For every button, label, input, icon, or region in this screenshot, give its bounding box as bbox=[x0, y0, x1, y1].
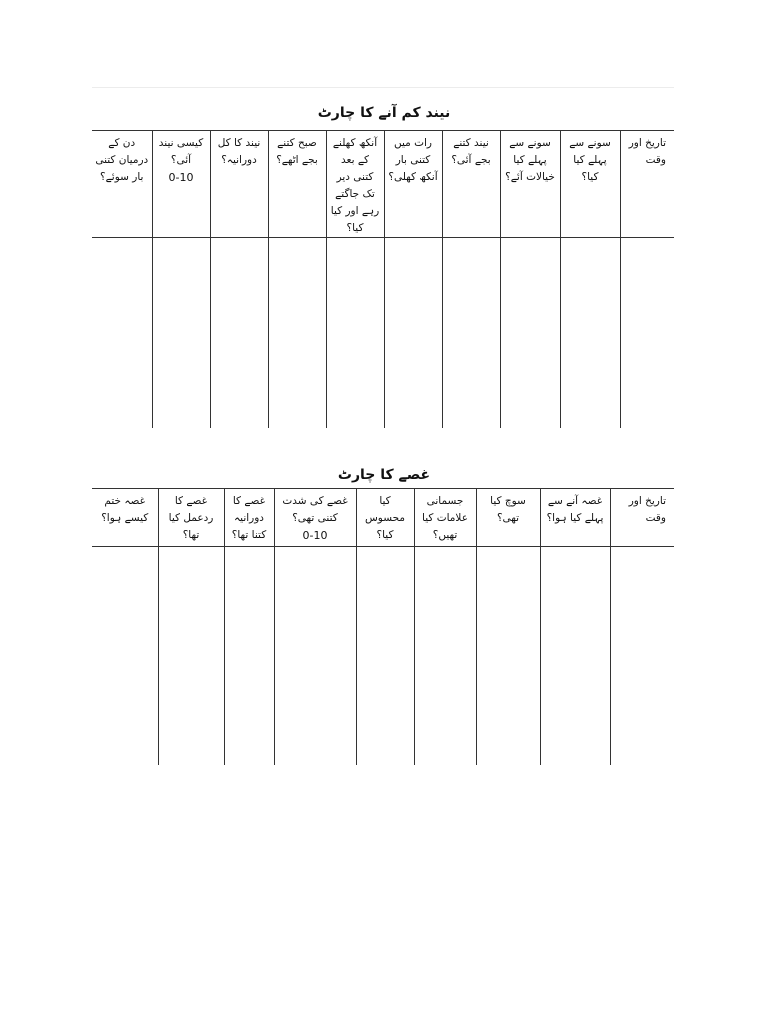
sleep-header-sleep-onset-time: نیند کتنے بجے آئی؟ bbox=[442, 131, 500, 238]
anger-header-trigger: غصہ آنے سے پہلے کیا ہوا؟ bbox=[540, 489, 610, 547]
anger-cell[interactable] bbox=[274, 547, 356, 766]
sleep-quality-scale: 0-10 bbox=[168, 171, 194, 184]
sleep-header-night-awakenings: رات میں کتنی بار آنکھ کھلی؟ bbox=[384, 131, 442, 238]
anger-cell[interactable] bbox=[540, 547, 610, 766]
sleep-header-date-time: تاریخ اور وقت bbox=[620, 131, 674, 238]
anger-cell[interactable] bbox=[356, 547, 414, 766]
sleep-header-sleep-quality: کیسی نیند آئی؟ 0-10 bbox=[152, 131, 210, 238]
anger-chart-title: غصے کا چارٹ bbox=[337, 467, 431, 483]
anger-intensity-scale: 0-10 bbox=[302, 529, 328, 542]
anger-cell[interactable] bbox=[414, 547, 476, 766]
sleep-cell[interactable] bbox=[268, 238, 326, 429]
sleep-cell[interactable] bbox=[384, 238, 442, 429]
anger-header-intensity: غصے کی شدت کتنی تھی؟ 0-10 bbox=[274, 489, 356, 547]
sleep-cell[interactable] bbox=[92, 238, 152, 429]
anger-header-date-time: تاریخ اور وقت bbox=[610, 489, 674, 547]
sleep-cell[interactable] bbox=[326, 238, 384, 429]
sleep-chart-table bbox=[92, 130, 674, 428]
sleep-header-awake-duration: آنکھ کھلنے کے بعد کتنی دیر تک جاگتے رہے اور کیا کیا؟ bbox=[326, 131, 384, 238]
sleep-cell[interactable] bbox=[210, 238, 268, 429]
anger-cell[interactable] bbox=[610, 547, 674, 766]
sleep-cell[interactable] bbox=[560, 238, 620, 429]
sleep-header-before-sleep-thoughts: سونے سے پہلے کیا خیالات آئے؟ bbox=[500, 131, 560, 238]
sleep-cell[interactable] bbox=[500, 238, 560, 429]
sleep-cell[interactable] bbox=[620, 238, 674, 429]
anger-chart-table bbox=[92, 488, 674, 765]
sleep-cell[interactable] bbox=[442, 238, 500, 429]
anger-header-duration: غصے کا دورانیہ کتنا تھا؟ bbox=[224, 489, 274, 547]
anger-cell[interactable] bbox=[92, 547, 158, 766]
sleep-cell[interactable] bbox=[152, 238, 210, 429]
anger-cell[interactable] bbox=[224, 547, 274, 766]
anger-header-physical-symptoms: جسمانی علامات کیا تھیں؟ bbox=[414, 489, 476, 547]
sleep-header-wake-time: صبح کتنے بجے اٹھے؟ bbox=[268, 131, 326, 238]
sleep-header-daytime-naps: دن کے درمیان کتنی بار سوئے؟ bbox=[92, 131, 152, 238]
anger-cell[interactable] bbox=[476, 547, 540, 766]
page-top-rule bbox=[92, 87, 674, 88]
sleep-header-total-duration: نیند کا کل دورانیہ؟ bbox=[210, 131, 268, 238]
anger-header-reaction: غصے کا ردعمل کیا تھا؟ bbox=[158, 489, 224, 547]
sleep-header-before-sleep-activity: سونے سے پہلے کیا کیا؟ bbox=[560, 131, 620, 238]
anger-header-feeling: کیا محسوس کیا؟ bbox=[356, 489, 414, 547]
sleep-chart-title: نیند کم آنے کا چارٹ bbox=[317, 105, 451, 121]
anger-header-resolution: غصہ ختم کیسے ہوا؟ bbox=[92, 489, 158, 547]
anger-header-thought: سوچ کیا تھی؟ bbox=[476, 489, 540, 547]
anger-cell[interactable] bbox=[158, 547, 224, 766]
